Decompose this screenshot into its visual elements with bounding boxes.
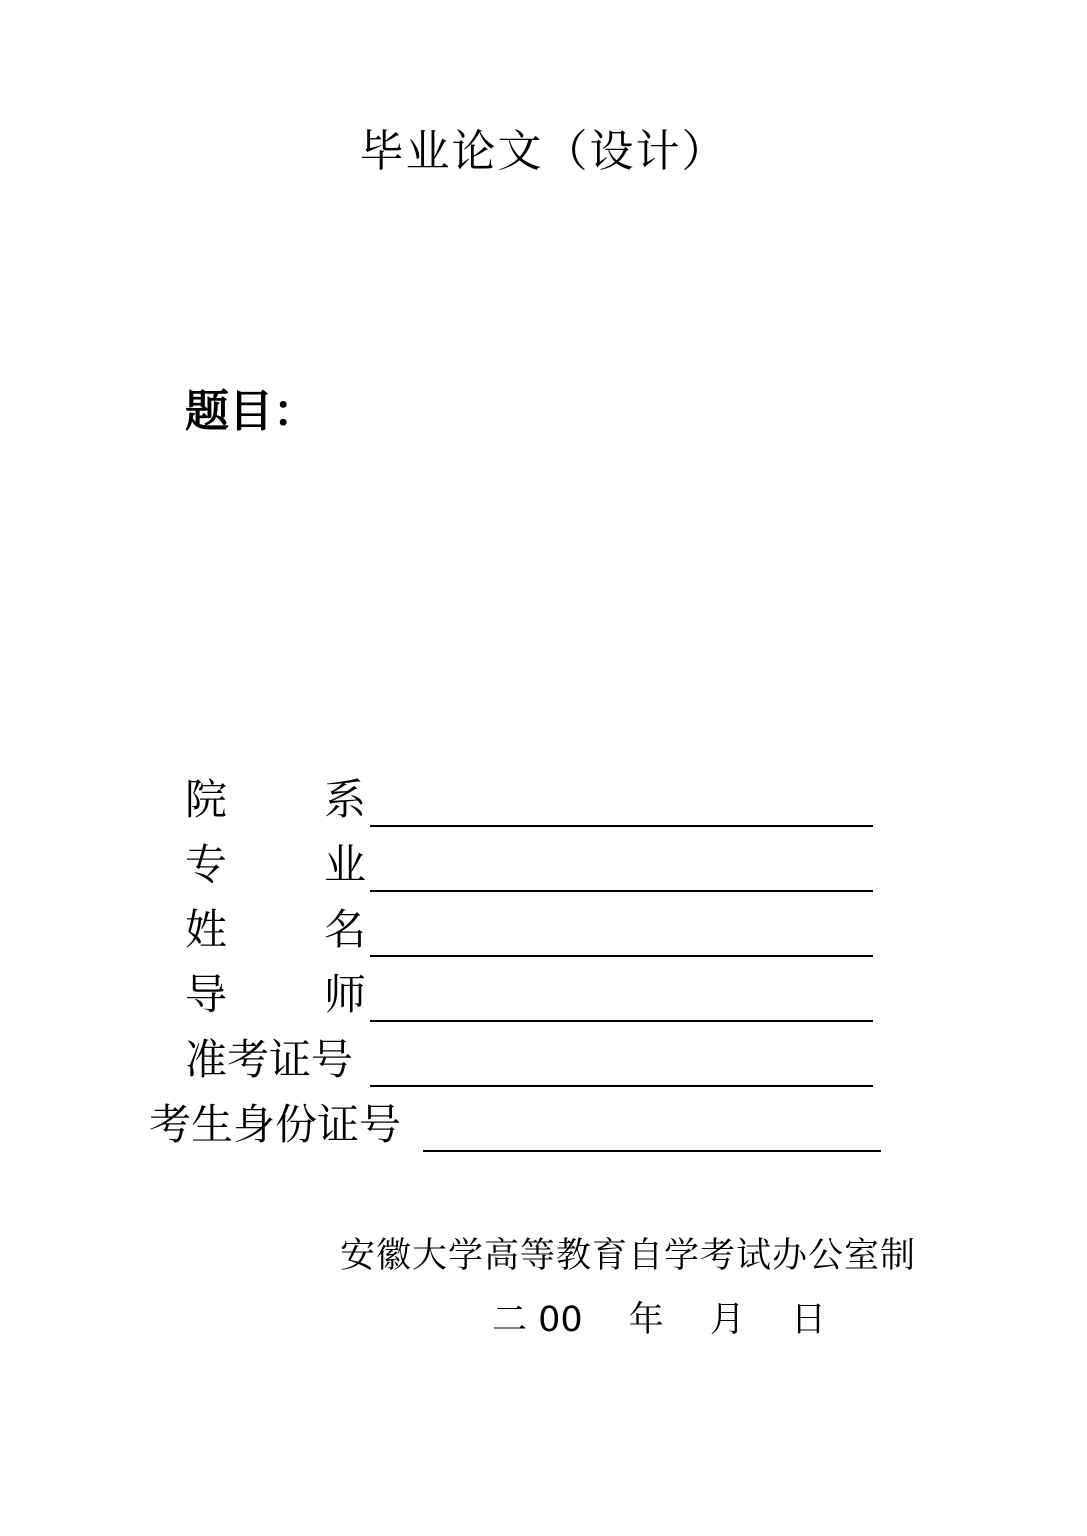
- name-label-char-1: 姓: [185, 905, 228, 954]
- department-label-char-2: 系: [324, 775, 367, 824]
- national-id-input-line[interactable]: [423, 1150, 881, 1152]
- name-field: [185, 902, 875, 958]
- topic-label: 题目：: [185, 386, 317, 437]
- national-id-label: 考生身份证号: [149, 1100, 402, 1149]
- advisor-label-char-1: 导: [185, 970, 228, 1019]
- issuer-text: 安徽大学高等教育自学考试办公室制: [340, 1236, 917, 1276]
- major-label-char-1: 专: [185, 840, 228, 889]
- advisor-input-line[interactable]: [370, 1020, 873, 1022]
- department-label-char-1: 院: [185, 775, 228, 824]
- advisor-label-char-2: 师: [324, 970, 367, 1019]
- exam-id-field: [185, 1032, 875, 1088]
- exam-id-label: 准考证号: [185, 1035, 354, 1084]
- name-label-char-2: 名: [324, 905, 367, 954]
- date-line: 二 00 年 月 日: [492, 1300, 827, 1340]
- advisor-field: [185, 967, 875, 1023]
- major-label-char-2: 业: [324, 840, 367, 889]
- document-title: 毕业论文（设计）: [359, 126, 728, 177]
- exam-id-input-line[interactable]: [370, 1085, 873, 1087]
- major-input-line[interactable]: [370, 890, 873, 892]
- name-input-line[interactable]: [370, 955, 873, 957]
- department-field: [185, 772, 875, 828]
- national-id-field: [149, 1097, 884, 1153]
- major-field: [185, 837, 875, 893]
- department-input-line[interactable]: [370, 825, 873, 827]
